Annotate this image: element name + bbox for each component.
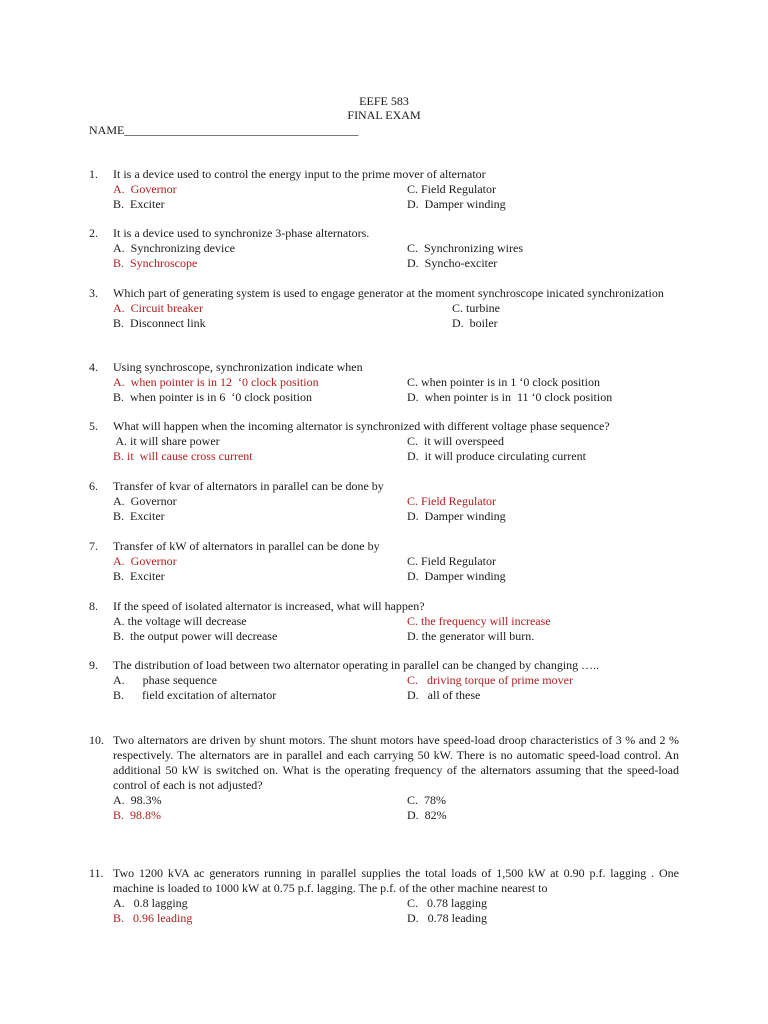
question-5 (89, 419, 679, 464)
question-8 (89, 599, 679, 644)
option-c: C. Field Regulator (407, 554, 496, 568)
question-6 (89, 479, 679, 524)
question-number: 5. (89, 419, 98, 433)
option-c: C. 78% (407, 793, 446, 807)
question-stem: Transfer of kW of alternators in parallel can be done by (113, 539, 380, 553)
option-b: B. Synchroscope (113, 256, 198, 270)
option-c: C. when pointer is in 1 ‘0 clock position (407, 375, 600, 389)
question-1 (89, 167, 679, 212)
option-a: A. phase sequence (113, 673, 217, 687)
option-b: B. 0.96 leading (113, 911, 193, 925)
option-b: B. it will cause cross current (113, 449, 253, 463)
option-d: D. it will produce circulating current (407, 449, 586, 463)
option-a: A. 0.8 lagging (113, 896, 188, 910)
option-b: B. Disconnect link (113, 316, 206, 330)
option-c: C. 0.78 lagging (407, 896, 487, 910)
option-d: D. all of these (407, 688, 481, 702)
question-number: 10. (89, 733, 104, 747)
option-a: A. Circuit breaker (113, 301, 203, 315)
question-4 (89, 360, 679, 405)
question-stem: It is a device used to synchronize 3-phase alternators. (113, 226, 370, 240)
option-d: D. 82% (407, 808, 447, 822)
question-3 (89, 286, 679, 331)
option-b: B. when pointer is in 6 ‘0 clock position (113, 390, 312, 404)
option-d: D. 0.78 leading (407, 911, 487, 925)
question-7 (89, 539, 679, 584)
option-c: C. Field Regulator (407, 182, 496, 196)
name-field-label: NAME_______________________________________ (89, 123, 359, 137)
question-number: 7. (89, 539, 98, 553)
question-10 (89, 733, 679, 823)
question-stem: The distribution of load between two alternator operating in parallel can be changed by changing ….. (113, 658, 600, 672)
option-c: C. turbine (452, 301, 500, 315)
option-b: B. the output power will decrease (113, 629, 278, 643)
question-number: 8. (89, 599, 98, 613)
question-stem: Which part of generating system is used to engage generator at the moment synchroscope inicated synchronization (113, 286, 664, 300)
option-c: C. Synchronizing wires (407, 241, 523, 255)
option-d: D. Syncho-exciter (407, 256, 498, 270)
option-a: A. Governor (113, 554, 177, 568)
question-2 (89, 226, 679, 271)
option-d: D. the generator will burn. (407, 629, 535, 643)
option-b: B. Exciter (113, 569, 165, 583)
question-number: 6. (89, 479, 98, 493)
course-code: EEFE 583 (359, 94, 409, 108)
question-number: 3. (89, 286, 98, 300)
option-a: A. it will share power (113, 434, 220, 448)
question-number: 1. (89, 167, 98, 181)
question-stem: Using synchroscope, synchronization indicate when (113, 360, 363, 374)
option-b: B. Exciter (113, 197, 165, 211)
option-d: D. Damper winding (407, 509, 506, 523)
question-9 (89, 658, 679, 703)
option-a: A. Governor (113, 182, 177, 196)
question-11 (89, 866, 679, 926)
question-number: 2. (89, 226, 98, 240)
question-stem: Two alternators are driven by shunt motors. The shunt motors have speed-load droop characteristics of 3 % and 2 % respectively. The alternators are in parallel and each carrying 50 kW. There is no automatic speed-load control. An additional 50 kW is switched on. What is the operating frequency of the alternators assuming that the speed-load control of each is not adjusted? (113, 733, 679, 792)
option-d: D. boiler (452, 316, 498, 330)
option-a: A. Synchronizing device (113, 241, 235, 255)
option-a: A. 98.3% (113, 793, 162, 807)
option-c: C. Field Regulator (407, 494, 496, 508)
option-a: A. the voltage will decrease (113, 614, 247, 628)
exam-title: FINAL EXAM (347, 108, 421, 122)
question-stem: It is a device used to control the energy input to the prime mover of alternator (113, 167, 486, 181)
option-b: B. 98.8% (113, 808, 161, 822)
option-c: C. the frequency will increase (407, 614, 551, 628)
option-d: D. Damper winding (407, 197, 506, 211)
question-stem: Two 1200 kVA ac generators running in parallel supplies the total loads of 1,500 kW at 0.90 p.f. lagging . One machine is loaded to 1000 kW at 0.75 p.f. lagging. The p.f. of the other machine nearest to (113, 866, 679, 895)
question-number: 9. (89, 658, 98, 672)
option-c: C. it will overspeed (407, 434, 504, 448)
question-stem: If the speed of isolated alternator is increased, what will happen? (113, 599, 425, 613)
option-a: A. Governor (113, 494, 177, 508)
question-number: 11. (89, 866, 104, 880)
option-b: B. field excitation of alternator (113, 688, 277, 702)
question-stem: Transfer of kvar of alternators in parallel can be done by (113, 479, 384, 493)
option-a: A. when pointer is in 12 ‘0 clock position (113, 375, 319, 389)
option-d: D. when pointer is in 11 ‘0 clock position (407, 390, 613, 404)
question-stem: What will happen when the incoming alternator is synchronized with different voltage phase sequence? (113, 419, 610, 433)
option-d: D. Damper winding (407, 569, 506, 583)
option-c: C. driving torque of prime mover (407, 673, 573, 687)
question-number: 4. (89, 360, 98, 374)
option-b: B. Exciter (113, 509, 165, 523)
